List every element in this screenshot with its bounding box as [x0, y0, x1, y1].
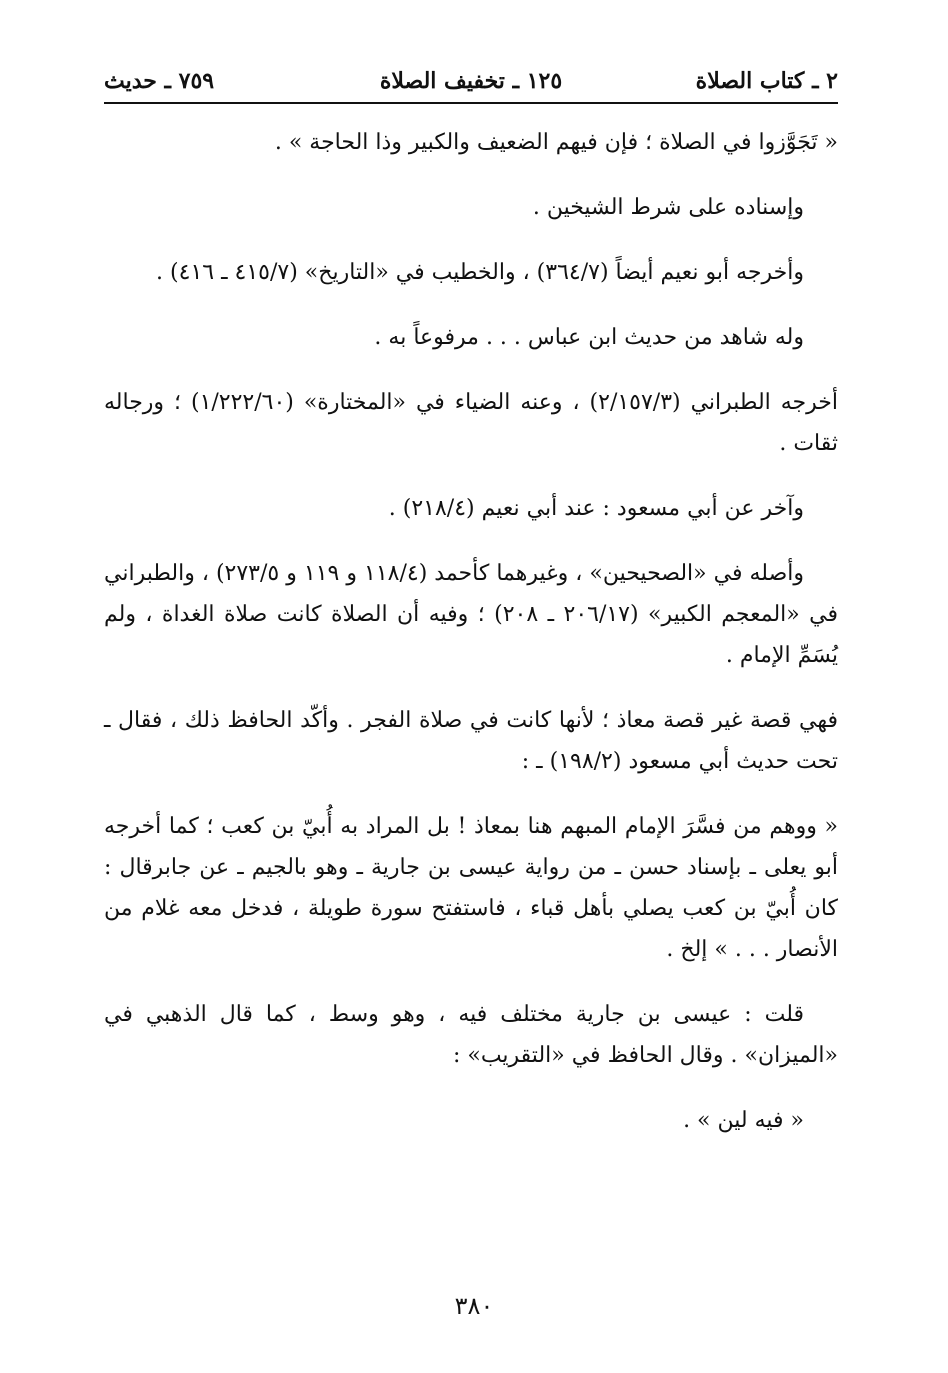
takhrij-tabarani: أخرجه الطبراني (٢/١٥٧/٣) ، وعنه الضياء في «المختارة» (١/٢٢٢/٦٠) ؛ ورجاله ثقات .: [104, 390, 838, 456]
witness-ibn-abbas: وله شاهد من حديث ابن عباس . . . مرفوعاً به .: [374, 325, 804, 350]
isnad-note: وإسناده على شرط الشيخين .: [532, 195, 804, 220]
origin-sahihayn: وأصله في «الصحيحين» ، وغيرهما كأحمد (١١٨/٤ و ١١٩ و ٢٧٣/٥) ، والطبراني في «المعجم الكبير» (٢٠٦/١٧ ـ ٢٠٨) ؛ وفيه أن الصلاة كانت صلاة الغداة ، ولم يُسَمِّ الإمام .: [104, 561, 839, 668]
story-of-muadh: فهي قصة غير قصة معاذ ؛ لأنها كانت في صلاة الفجر . وأكّد الحافظ ذلك ، فقال ـ تحت حديث أبي مسعود (١٩٨/٢) ـ :: [104, 708, 838, 774]
taqrib-quote: « فيه لين » .: [683, 1108, 804, 1133]
header-chapter-title: ١٢٥ ـ تخفيف الصلاة: [379, 68, 563, 94]
page-number: ٣٨٠: [454, 1292, 494, 1320]
quoted-hadith-text: « تَجَوَّزوا في الصلاة ؛ فإن فيهم الضعيف والكبير وذا الحاجة » .: [274, 130, 838, 155]
page-body: [104, 122, 838, 1165]
witness-abu-masud: وآخر عن أبي مسعود : عند أبي نعيم (٢١٨/٤) .: [388, 496, 804, 521]
takhrij-abu-nuaym: وأخرجه أبو نعيم أيضاً (٣٦٤/٧) ، والخطيب في «التاريخ» (٤١٥/٧ ـ ٤١٦) .: [156, 260, 804, 285]
header-hadith-number: ٧٥٩ ـ حديث: [104, 68, 215, 94]
hafiz-quotation: « ووهم من فسَّرَ الإمام المبهم هنا بمعاذ ! بل المراد به أُبيّ بن كعب ؛ كما أخرجه أبو يعلى ـ بإسناد حسن ـ من رواية عيسى بن جارية ـ وهو بالجيم ـ عن جابرقال : كان أُبيّ بن كعب يصلي بأهل قباء ، فاستفتح سورة طويلة ، فدخل معه غلام من الأنصار . . . » إلخ .: [104, 814, 838, 962]
author-comment: قلت : عيسى بن جارية مختلف فيه ، وهو وسط ، كما قال الذهبي في «الميزان» . وقال الحافظ في «التقريب» :: [104, 1002, 838, 1068]
header-book-title: ٢ ـ كتاب الصلاة: [695, 68, 838, 94]
running-header: [104, 64, 838, 104]
